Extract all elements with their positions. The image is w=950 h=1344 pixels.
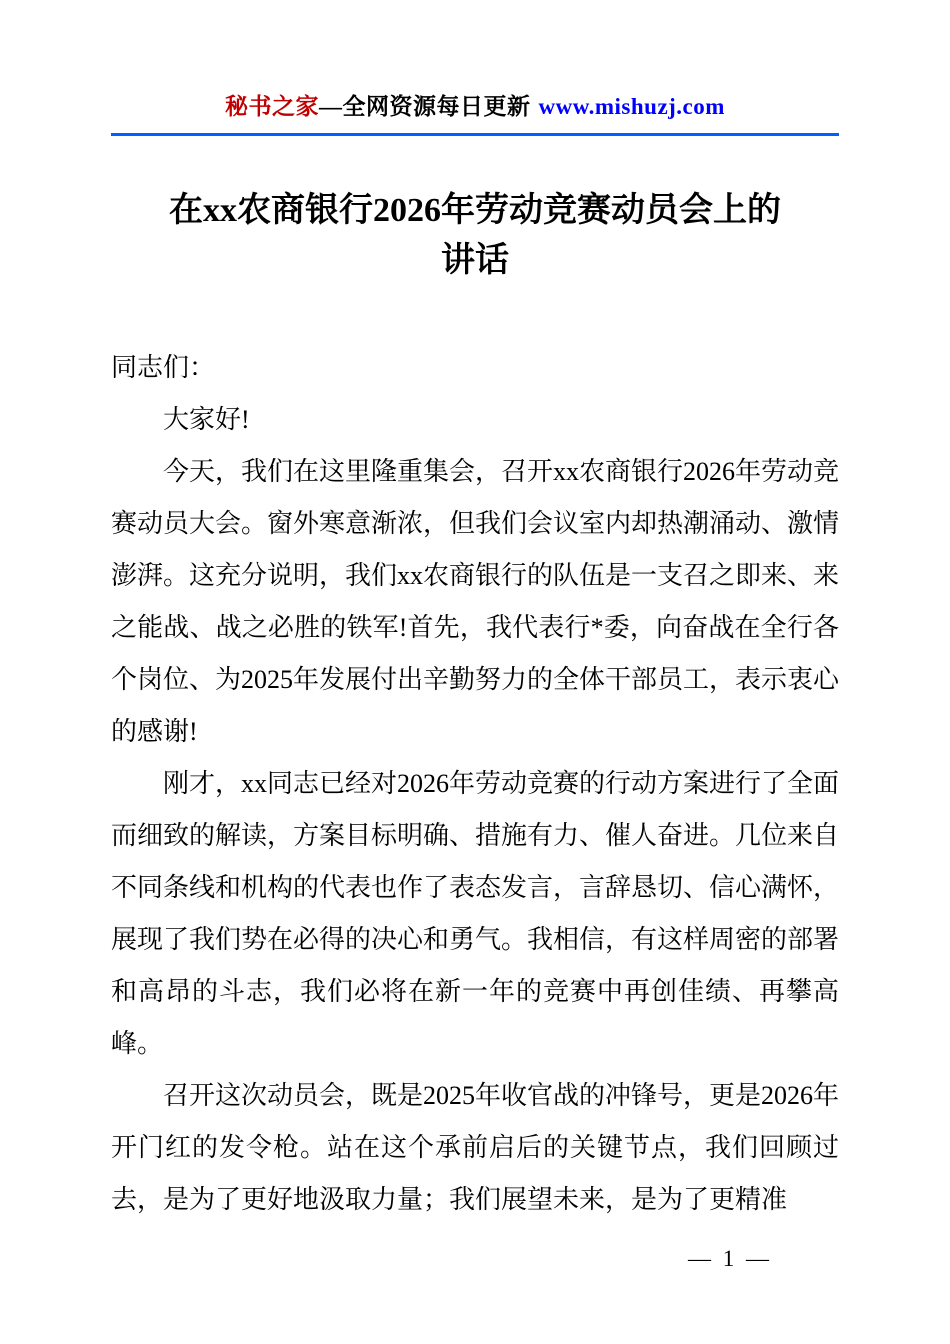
document-body: [111, 342, 839, 1226]
header-divider: [111, 133, 839, 136]
site-header: [111, 0, 839, 121]
paragraph: 同志们：: [111, 353, 216, 382]
brand-name: 秘书之家: [225, 94, 320, 119]
site-url-link[interactable]: www.mishuzj.com: [538, 94, 725, 119]
header-tagline: —全网资源每日更新: [319, 94, 531, 119]
paragraph: 大家好!: [163, 405, 250, 434]
document-title: [111, 186, 839, 286]
title-line-2: 讲话: [441, 242, 509, 279]
page-number: — 1 —: [688, 1246, 772, 1271]
paragraph: 今天，我们在这里隆重集会，召开xx农商银行2026年劳动竞赛动员大会。窗外寒意渐浓，但我们会议室内却热潮涌动、激情澎湃。这充分说明，我们xx农商银行的队伍是一支召之即来、来之能战、战之必胜的铁军!首先，我代表行*委，向奋战在全行各个岗位、为2025年发展付出辛勤努力的全体干部员工，表示衷心的感谢!: [111, 457, 840, 746]
paragraph: 刚才，xx同志已经对2026年劳动竞赛的行动方案进行了全面而细致的解读，方案目标明确、措施有力、催人奋进。几位来自不同条线和机构的代表也作了表态发言，言辞恳切、信心满怀，展现了我们势在必得的决心和勇气。我相信，有这样周密的部署和高昂的斗志，我们必将在新一年的竞赛中再创佳绩、再攀高峰。: [111, 769, 840, 1058]
paragraph: 召开这次动员会，既是2025年收官战的冲锋号，更是2026年开门红的发令枪。站在这个承前启后的关键节点，我们回顾过去，是为了更好地汲取力量；我们展望未来，是为了更精准: [111, 1081, 840, 1214]
title-line-1: 在xx农商银行2026年劳动竞赛动员会上的: [169, 192, 781, 229]
